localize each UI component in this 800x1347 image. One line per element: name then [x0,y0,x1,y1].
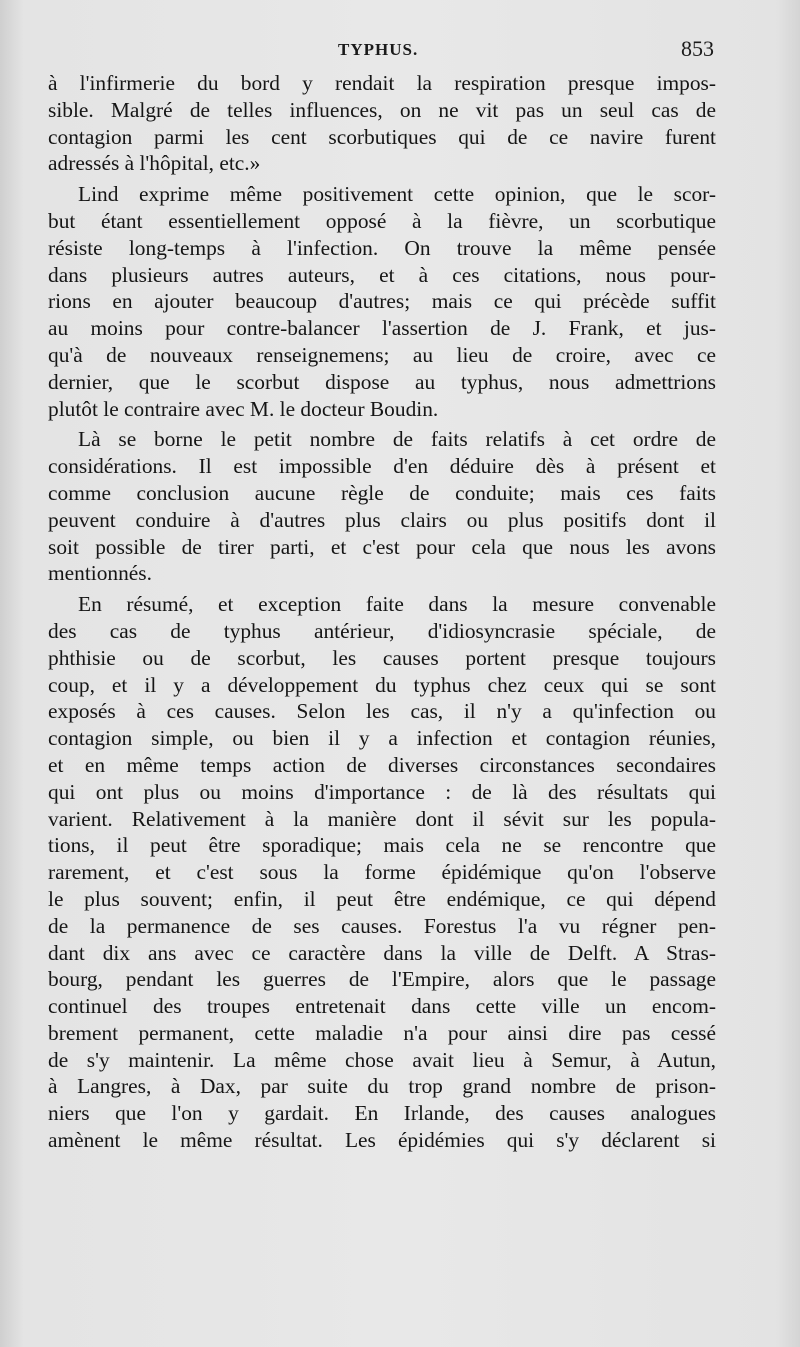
text-line: bourg, pendant les guerres de l'Empire, alors que le passage [48,967,716,992]
text-line: dans plusieurs autres auteurs, et à ces citations, nous pour- [48,262,716,287]
text-line: rions en ajouter beaucoup d'autres; mais ce qui précède suffit [48,289,716,314]
text-line: varient. Relativement à la manière dont il sévit sur les popula- [48,806,716,831]
text-line: niers que l'on y gardait. En Irlande, des causes analogues [48,1101,716,1126]
text-line: tions, il peut être sporadique; mais cela ne se rencontre que [48,833,716,858]
running-title: TYPHUS. [338,40,419,59]
text-line: des cas de typhus antérieur, d'idiosyncrasie spéciale, de [48,618,716,643]
text-line: coup, et il y a développement du typhus chez ceux qui se sont [48,672,716,697]
text-line: à l'infirmerie du bord y rendait la respiration presque impos- [48,71,716,95]
text-line: qui ont plus ou moins d'importance : de là des résultats qui [48,779,716,804]
text-line: Lind exprime même positivement cette opinion, que le scor- [78,182,716,207]
page-header [0,34,800,64]
text-line: comme conclusion aucune règle de conduite; mais ces faits [48,480,716,505]
text-line: continuel des troupes entretenait dans cette ville un encom- [48,994,716,1019]
text-line: rarement, et c'est sous la forme épidémique qu'on l'observe [48,860,716,885]
text-line: dernier, que le scorbut dispose au typhus, nous admettrions [48,369,716,394]
text-line: résiste long-temps à l'infection. On trouve la même pensée [48,235,716,260]
text-line: et en même temps action de diverses circonstances secondaires [48,752,716,777]
text-line: peuvent conduire à d'autres plus clairs ou plus positifs dont il [48,507,716,532]
text-line: de s'y maintenir. La même chose avait lieu à Semur, à Autun, [48,1047,716,1072]
paragraph [48,426,716,587]
text-line: contagion simple, ou bien il y a infection et contagion réunies, [48,726,716,751]
paragraph [48,70,716,177]
text-line: qu'à de nouveaux renseignemens; au lieu de croire, avec ce [48,342,716,367]
text-line: de la permanence de ses causes. Forestus l'a vu régner pen- [48,913,716,938]
body-text [48,70,716,1158]
text-line: but étant essentiellement opposé à la fièvre, un scorbutique [48,208,716,233]
text-line: à Langres, à Dax, par suite du trop grand nombre de prison- [48,1074,716,1099]
page-number: 853 [681,36,714,61]
text-line: considérations. Il est impossible d'en déduire dès à présent et [48,454,716,479]
text-line: le plus souvent; enfin, il peut être endémique, ce qui dépend [48,886,716,911]
text-line: au moins pour contre-balancer l'assertion de J. Frank, et jus- [48,316,716,341]
text-line: sible. Malgré de telles influences, on ne vit pas un seul cas de [48,97,716,122]
text-line: En résumé, et exception faite dans la mesure convenable [78,592,716,617]
text-line: exposés à ces causes. Selon les cas, il n'y a qu'infection ou [48,699,716,724]
text-line: phthisie ou de scorbut, les causes portent presque toujours [48,645,716,670]
text-line: Là se borne le petit nombre de faits relatifs à cet ordre de [78,427,716,452]
paragraph [48,181,716,422]
text-line: dant dix ans avec ce caractère dans la ville de Delft. A Stras- [48,940,716,965]
paragraph [48,591,716,1154]
text-line: amènent le même résultat. Les épidémies qui s'y déclarent si [48,1128,716,1153]
text-line: plutôt le contraire avec M. le docteur Boudin. [48,396,439,421]
text-line: brement permanent, cette maladie n'a pour ainsi dire pas cessé [48,1020,716,1045]
text-line: adressés à l'hôpital, etc.» [48,151,261,176]
text-line: soit possible de tirer parti, et c'est pour cela que nous les avons [48,534,716,559]
text-line: mentionnés. [48,561,152,586]
text-line: contagion parmi les cent scorbutiques qui de ce navire furent [48,124,716,149]
